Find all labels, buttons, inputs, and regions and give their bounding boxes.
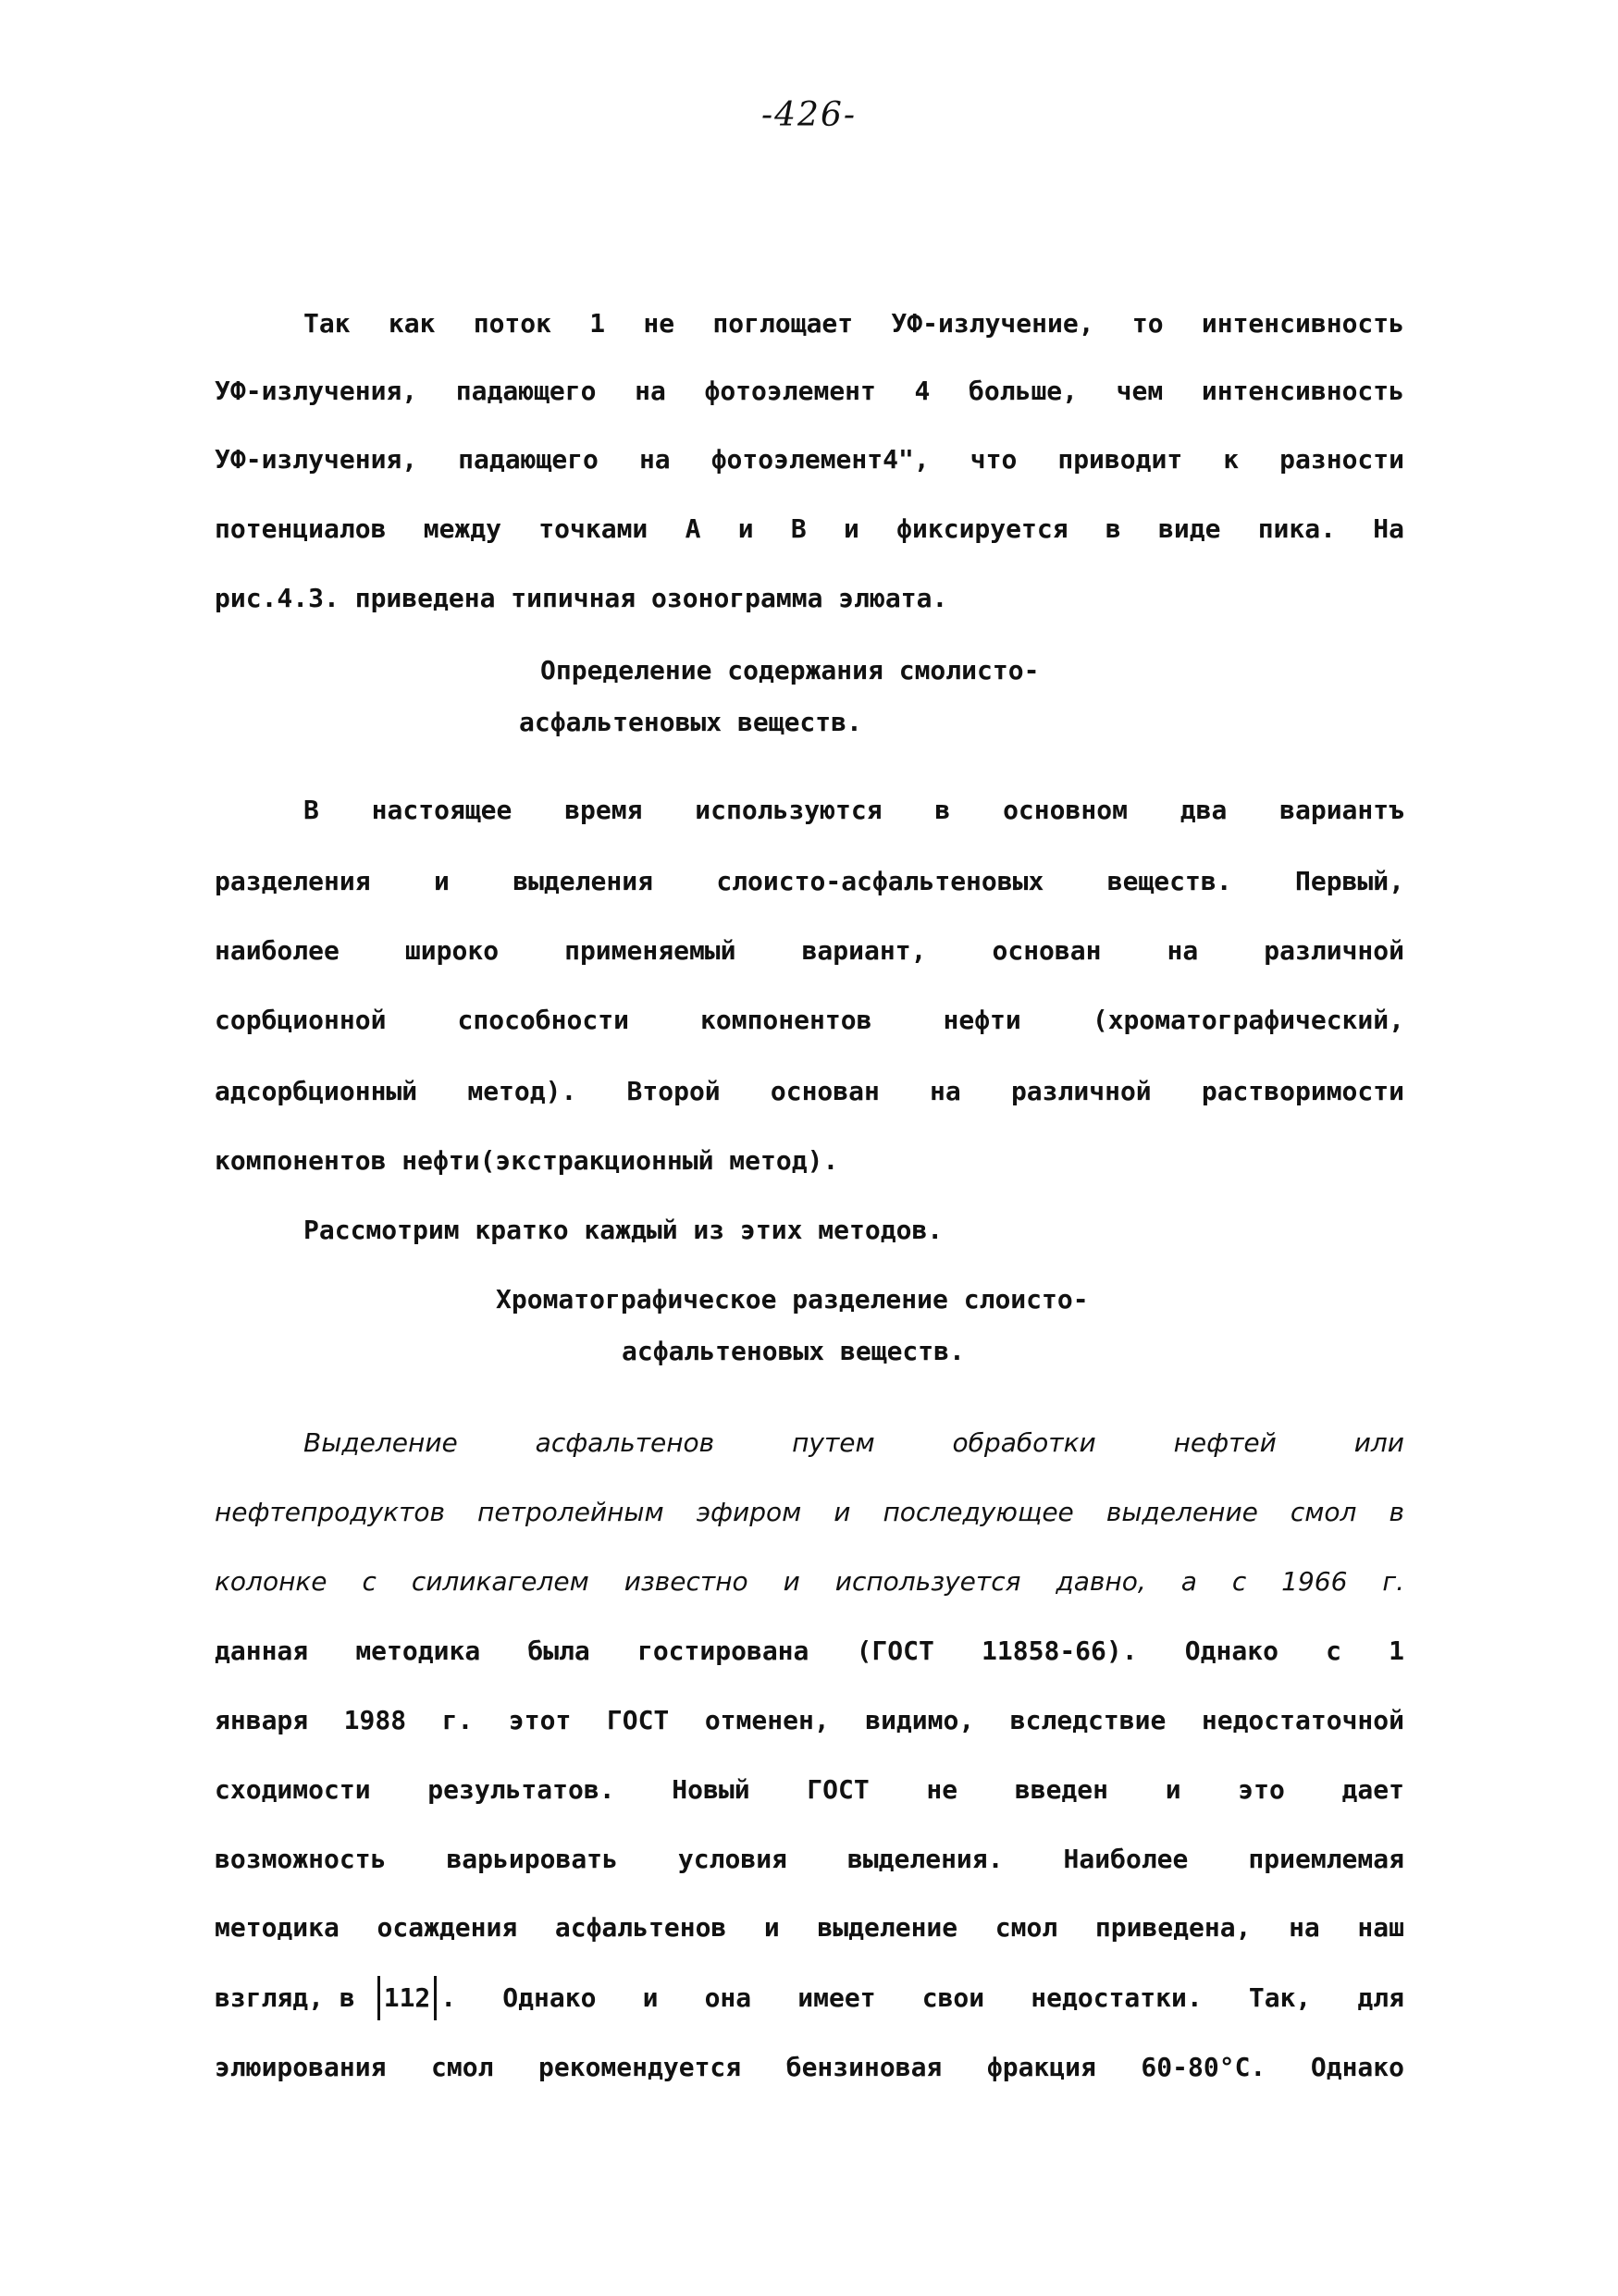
section-heading-1-line: Определение содержания смолисто- [540,655,1040,685]
paragraph-4-line: возможность варьировать условия выделения. Наиболее приемлемая [215,1844,1404,1874]
section-heading-1-line: асфальтеновых веществ. [519,707,862,737]
paragraph-4-line: данная методика была гостирована (ГОСТ 11858-66). Однако с 1 [215,1636,1404,1666]
section-heading-2-line: Хроматографическое разделение слоисто- [496,1284,1089,1315]
section-heading-1 [0,704,1618,741]
paragraph-4-line: методика осаждения асфальтенов и выделение смол приведена, на наш [215,1912,1404,1943]
section-heading-2-line: асфальтеновых веществ. [622,1336,965,1366]
paragraph-1-line: рис.4.3. приведена типичная озонограмма элюата. [215,583,948,613]
paragraph-1-line: УФ-излучения, падающего на фотоэлемент 4 больше, чем интенсивность [215,376,1404,406]
section-heading-2 [0,1333,1618,1370]
paragraph-1-line: УФ-излучения, падающего на фотоэлемент4", что приводит к разности [215,444,1404,475]
paragraph-2-line: адсорбционный метод). Второй основан на различной растворимости [215,1076,1404,1106]
section-heading-2 [0,1281,1618,1318]
page-number: -426- [760,96,858,134]
reference-prefix: взгляд, в [215,1982,355,2013]
paragraph-2-line: наиболее широко применяемый вариант, основан на различной [215,935,1404,966]
paragraph-3: Рассмотрим кратко каждый из этих методов. [303,1215,944,1245]
section-heading-1 [0,652,1618,689]
paragraph-2-line: разделения и выделения слоисто-асфальтеновых веществ. Первый, [215,866,1404,896]
paragraph-2-line: В настоящее время используются в основном два вариантъ [303,795,1404,825]
paragraph-4-line: элюирования смол рекомендуется бензиновая фракция 60-80°С. Однако [215,2052,1404,2082]
reference-suffix: . Однако и она имеет свои недостатки. Так, для [440,1982,1404,2013]
paragraph-4-line: Выделение асфальтенов путем обработки нефтей или [303,1427,1404,1458]
paragraph-1-line: Так как поток 1 не поглощает УФ-излучение, то интенсивность [303,308,1404,339]
paragraph-4-line-with-reference [215,1980,1404,2017]
citation-reference: 112 [377,1976,438,2020]
paragraph-1-line: потенциалов между точками А и В и фиксируется в виде пика. На [215,513,1404,544]
paragraph-4-line: колонке с силикагелем известно и используется давно, а с 1966 г. [215,1566,1404,1597]
paragraph-4-line: сходимости результатов. Новый ГОСТ не введен и это дает [215,1774,1404,1805]
paragraph-4-line: января 1988 г. этот ГОСТ отменен, видимо, вследствие недостаточной [215,1705,1404,1735]
paragraph-2-line: сорбционной способности компонентов нефти (хроматографический, [215,1005,1404,1035]
paragraph-4-line: нефтепродуктов петролейным эфиром и последующее выделение смол в [215,1497,1404,1527]
paragraph-2-line: компонентов нефти(экстракционный метод). [215,1145,839,1176]
